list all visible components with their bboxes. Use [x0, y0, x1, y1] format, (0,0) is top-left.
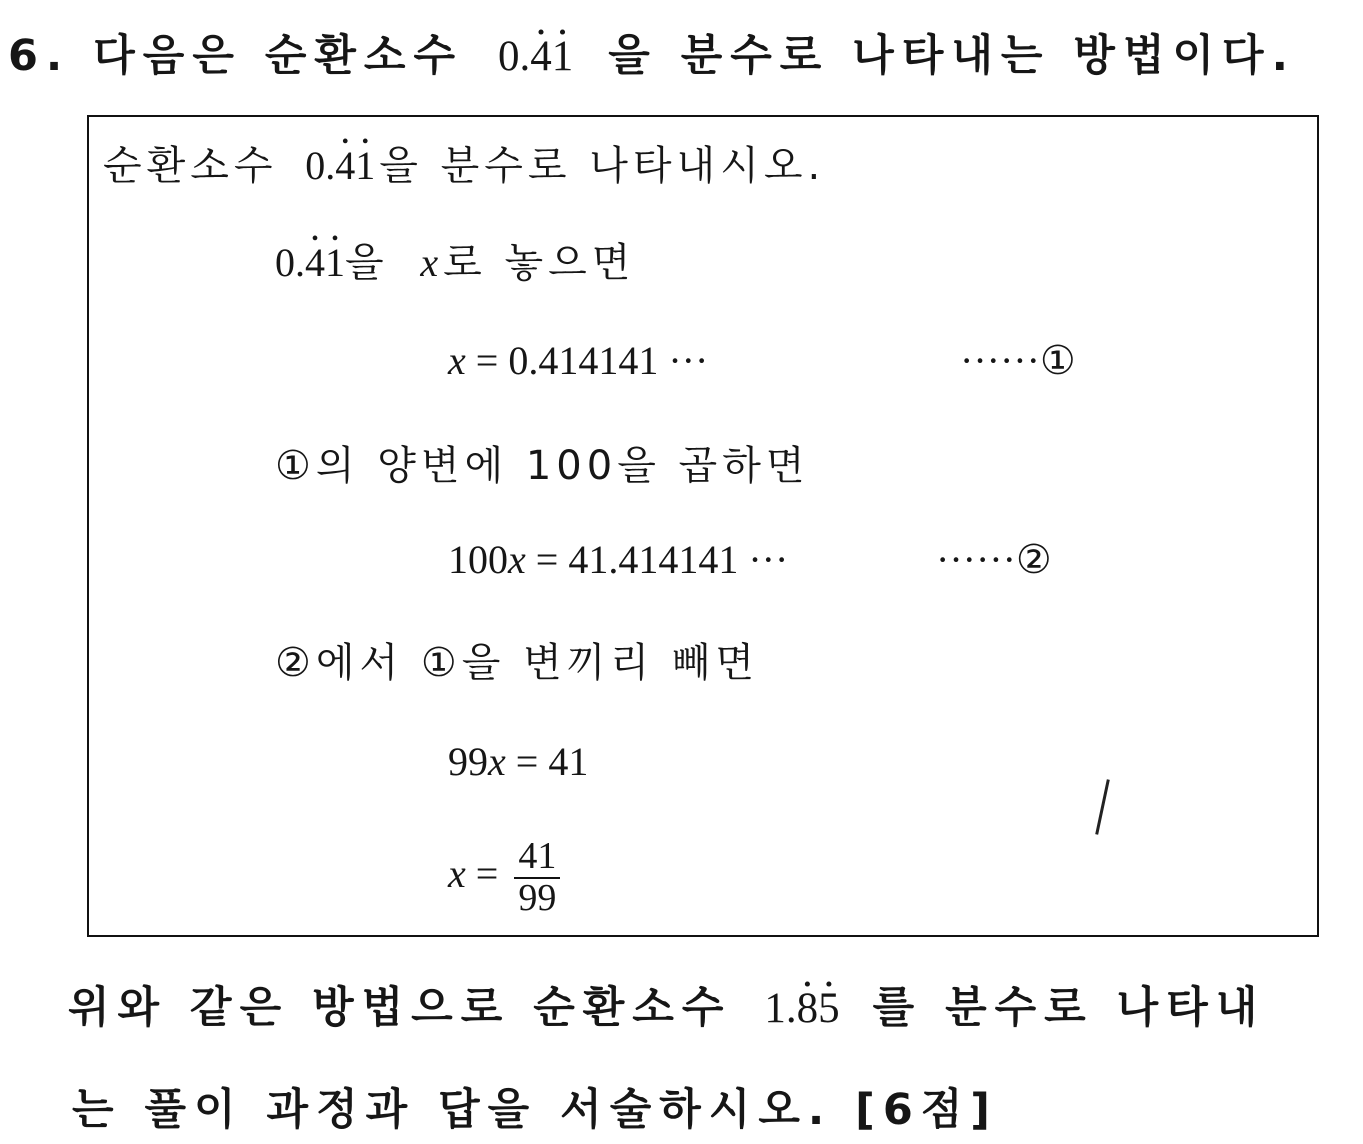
- step-2: ①의 양변에 100을 곱하면: [275, 443, 810, 489]
- equation-1: x = 0.414141 ···: [448, 338, 709, 383]
- repeat-dot-digit: • 8: [797, 984, 819, 1033]
- fraction-denominator: 99: [518, 876, 557, 919]
- equation-1-marker: ······①: [960, 338, 1076, 383]
- repeat-dot-digit: • 1: [552, 32, 574, 81]
- problem-box: [87, 115, 1319, 937]
- repeat-dot-digit: • 5: [818, 984, 840, 1033]
- step-1: 0.• 4• 1을 x로 놓으면: [275, 231, 635, 288]
- step-1-decimal: 0.• 4• 1: [275, 240, 345, 285]
- question-number: 6.: [8, 31, 71, 81]
- equation-3: 99x = 41: [448, 739, 589, 784]
- fraction: [514, 837, 560, 919]
- task-decimal: 1.• 8• 5: [764, 985, 839, 1032]
- box-title: 순환소수 0.• 4• 1 을 분수로 나타내시오.: [103, 134, 825, 191]
- equation-2: 100x = 41.414141 ···: [448, 537, 789, 582]
- repeat-dot-digit: • 4: [335, 142, 355, 189]
- question-heading: [8, 22, 1296, 83]
- step-3: ②에서 ①을 변끼리 빼면: [275, 640, 759, 686]
- repeat-dot-digit: • 1: [355, 142, 375, 189]
- question-text-after: 을 분수로 나타내는 방법이다.: [608, 31, 1296, 81]
- task-line-1: 위와 같은 방법으로 순환소수 1.• 8• 5 를 분수로 나타내: [68, 974, 1265, 1035]
- equation-2-marker: ······②: [936, 537, 1052, 582]
- fraction-numerator: 41: [514, 837, 560, 879]
- question-text-before: 다음은 순환소수: [93, 31, 463, 81]
- repeat-dot-digit: • 4: [305, 239, 325, 286]
- repeat-dot-digit: • 4: [530, 32, 552, 81]
- box-title-decimal: 0.• 4• 1: [305, 143, 375, 188]
- variable-x: x: [420, 240, 444, 285]
- equation-4: x = $\frac{41}{99}$: [448, 837, 560, 919]
- repeat-dot-digit: • 1: [325, 239, 345, 286]
- task-line-2: 는 풀이 과정과 답을 서술하시오. [6점]: [72, 1085, 998, 1135]
- question-decimal: 0.• 4• 1: [498, 33, 573, 80]
